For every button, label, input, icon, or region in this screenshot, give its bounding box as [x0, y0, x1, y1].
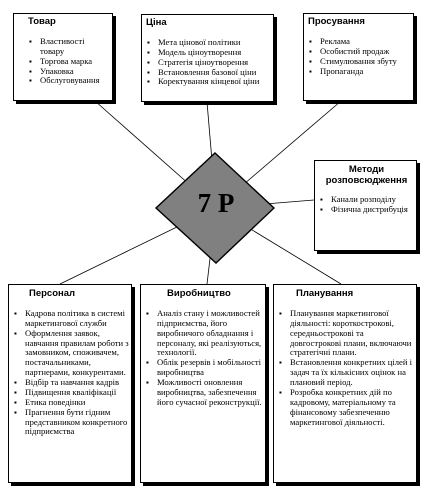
list-item: ▪ Торгова марка: [28, 57, 109, 67]
planning-list: [278, 309, 414, 428]
product-title: Товар: [28, 16, 56, 27]
personnel-box: [8, 284, 132, 483]
list-item: ▪ Обслуговування: [28, 76, 109, 86]
distribution-title: Методи розповсюдження: [325, 164, 408, 186]
planning-box: [273, 284, 417, 483]
product-list: [28, 37, 109, 86]
promotion-title: Просування: [308, 16, 365, 27]
list-item: ▪ Етика поведінки: [13, 398, 129, 408]
center-label: 7 P: [197, 188, 235, 218]
list-item: ▪ Встановлення базової ціни: [146, 68, 271, 78]
list-item: ▪ Встановлення конкретних цілей і задач та їх кількісних оцінок на плановий період.: [278, 358, 414, 388]
list-item: ▪ Властивості товару: [28, 37, 109, 57]
list-item: ▪ Можливості оновлення виробництва, забезпечення його сучасної реконструкції.: [145, 378, 263, 408]
list-item: ▪ Аналіз стану і можливостей підприємства, його виробничого обладнання і персоналу, які реалізуються, технології.: [145, 309, 263, 358]
list-item: ▪ Підвищення кваліфікації: [13, 388, 129, 398]
list-item: ▪ Канали розподілу: [319, 195, 414, 205]
list-item: ▪ Упаковка: [28, 67, 109, 77]
list-item: ▪ Мета цінової політики: [146, 38, 271, 48]
list-item: ▪ Модель ціноутворення: [146, 48, 271, 58]
price-list: [146, 38, 271, 87]
list-item: ▪ Стимулювання збуту: [308, 57, 411, 67]
production-title: Виробництво: [167, 288, 231, 299]
list-item: ▪ Пропаганда: [308, 67, 411, 77]
personnel-title: Персонал: [29, 288, 76, 299]
list-item: ▪ Стратегія ціноутворення: [146, 58, 271, 68]
distribution-list: [319, 195, 414, 215]
list-item: ▪ Кадрова політика в системі маркетингової служби: [13, 309, 129, 329]
list-item: ▪ Розробка конкретних дій по кадровому, матеріальному та фінансовому забезпеченню маркетингової діяльності.: [278, 388, 414, 428]
list-item: ▪ Оформлення заявок, навчання правилам роботи з замовником, споживачем, постачальниками, партнерами, конкурентами.: [13, 329, 129, 378]
price-title: Ціна: [146, 17, 167, 28]
list-item: ▪ Фізична дистрибуція: [319, 205, 414, 215]
promotion-box: [303, 13, 414, 101]
list-item: ▪ Облік резервів і мобільності виробництва: [145, 358, 263, 378]
distribution-box: [314, 160, 417, 251]
promotion-list: [308, 37, 411, 77]
product-box: [13, 13, 113, 101]
list-item: ▪ Коректування кінцевої ціни: [146, 77, 271, 87]
production-box: [140, 284, 266, 483]
list-item: ▪ Планування маркетингової діяльності: короткострокові, середньострокові та довгострокові плани, включаючи стратегічні плани.: [278, 309, 414, 358]
production-list: [145, 309, 263, 408]
personnel-list: [13, 309, 129, 437]
list-item: ▪ Прагнення бути гідним представником конкретного підприємства: [13, 408, 129, 438]
list-item: ▪ Особистий продаж: [308, 47, 411, 57]
price-box: [141, 14, 274, 102]
planning-title: Планування: [296, 288, 354, 299]
list-item: ▪ Відбір та навчання кадрів: [13, 378, 129, 388]
list-item: ▪ Реклама: [308, 37, 411, 47]
